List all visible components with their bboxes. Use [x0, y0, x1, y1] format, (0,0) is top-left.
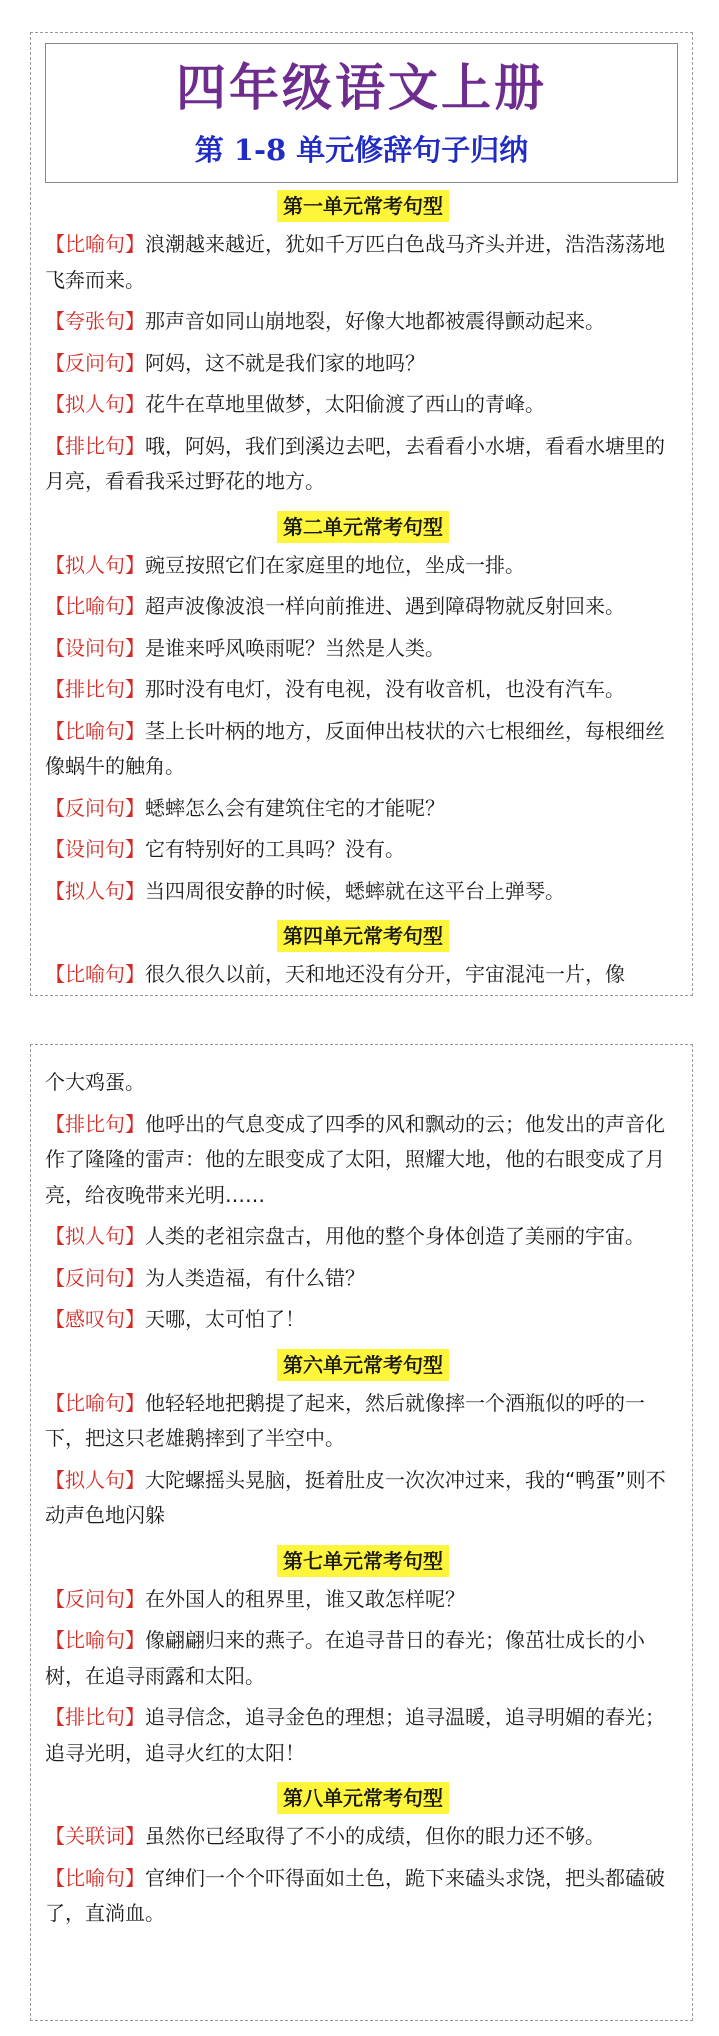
- sentence-item: [45, 1861, 681, 1932]
- sentence-item: [45, 1819, 681, 1855]
- section-heading-label: 第六单元常考句型: [277, 1349, 449, 1381]
- sentence-text: 哦，阿妈，我们到溪边去吧，去看看小水塘，看看水塘里的月亮，看看我采过野花的地方。: [45, 433, 665, 493]
- sentence-type-tag: 【排比句】: [45, 677, 145, 701]
- sentence-text: 很久很久以前，天和地还没有分开，宇宙混沌一片，像: [145, 962, 625, 986]
- sentence-text: 天哪，太可怕了！: [145, 1307, 305, 1331]
- sentence-text: 它有特别好的工具吗？没有。: [145, 837, 405, 861]
- sentence-text: 当四周很安静的时候，蟋蟀就在这平台上弹琴。: [145, 878, 565, 903]
- sentence-type-tag: 【拟人句】: [45, 1467, 145, 1492]
- sentence-type-tag: 【比喻句】: [45, 594, 145, 618]
- section-heading-label: 第四单元常考句型: [277, 920, 449, 952]
- sentence-type-tag: 【反问句】: [45, 1265, 145, 1290]
- sentence-type-tag: 【反问句】: [45, 795, 145, 820]
- sentence-item: [45, 1107, 681, 1214]
- sentence-item: [45, 304, 681, 340]
- sentence-text: 阿妈，这不就是我们家的地吗？: [145, 350, 425, 375]
- sentence-item: [45, 1386, 681, 1457]
- sentence-item: [45, 832, 681, 868]
- section-heading: [45, 506, 681, 548]
- sentence-type-tag: 【拟人句】: [45, 552, 145, 577]
- sentence-item: [45, 957, 681, 993]
- page-title: 四年级语文上册: [176, 59, 547, 117]
- sentence-text: 大陀螺摇头晃脑，挺着肚皮一次次冲过来，我的“鸭蛋”则不动声色地闪躲: [45, 1467, 666, 1527]
- sentence-item: [45, 791, 681, 827]
- sentence-type-tag: 【拟人句】: [45, 392, 145, 416]
- sentence-text: 他呼出的气息变成了四季的风和飘动的云；他发出的声音化作了隆隆的雷声：他的左眼变成了太阳，照耀大地，他的右眼变成了月亮，给夜晚带来光明……: [45, 1111, 665, 1207]
- page1-content: [45, 185, 681, 999]
- sentence-type-tag: 【比喻句】: [45, 962, 145, 986]
- sentence-item: [45, 1700, 681, 1771]
- sentence-item: [45, 429, 681, 500]
- sentence-text: 那声音如同山崩地裂，好像大地都被震得颤动起来。: [145, 309, 605, 333]
- sentence-type-tag: 【反问句】: [45, 1586, 145, 1611]
- sentence-type-tag: 【感叹句】: [45, 1307, 145, 1331]
- sentence-item: [45, 346, 681, 382]
- section-heading: [45, 1540, 681, 1582]
- sentence-text: 蟋蟀怎么会有建筑住宅的才能呢？: [145, 795, 445, 820]
- sentence-type-tag: 【关联词】: [45, 1824, 145, 1848]
- sentence-text: 追寻信念，追寻金色的理想；追寻温暖，追寻明媚的春光；追寻光明，追寻火红的太阳！: [45, 1705, 665, 1765]
- section-heading-label: 第八单元常考句型: [277, 1782, 449, 1814]
- sentence-item: [45, 1582, 681, 1618]
- sentence-item: [45, 1302, 681, 1338]
- section-heading: [45, 1777, 681, 1819]
- sentence-type-tag: 【排比句】: [45, 1111, 145, 1136]
- sentence-type-tag: 【排比句】: [45, 433, 145, 458]
- sentence-item: [45, 548, 681, 584]
- sentence-item: [45, 589, 681, 625]
- sentence-text: 是谁来呼风唤雨呢？当然是人类。: [145, 635, 445, 660]
- sentence-item: [45, 1463, 681, 1534]
- sentence-item: [45, 1219, 681, 1255]
- sentence-type-tag: 【比喻句】: [45, 1390, 145, 1415]
- sentence-text: 为人类造福，有什么错？: [145, 1265, 365, 1290]
- sentence-type-tag: 【夸张句】: [45, 309, 145, 333]
- continuation-text: 个大鸡蛋。: [45, 1070, 145, 1094]
- sentence-type-tag: 【反问句】: [45, 350, 145, 375]
- sentence-item: [45, 714, 681, 785]
- sentence-text: 官绅们一个个吓得面如土色，跪下来磕头求饶，把头都磕破了，直淌血。: [45, 1865, 665, 1925]
- sentence-text: 那时没有电灯，没有电视，没有收音机，也没有汽车。: [145, 677, 625, 701]
- section-heading-label: 第一单元常考句型: [277, 190, 449, 222]
- sentence-text: 虽然你已经取得了不小的成绩，但你的眼力还不够。: [145, 1824, 605, 1848]
- page-card-2: [30, 1044, 693, 2021]
- sentence-item: [45, 1623, 681, 1694]
- sentence-item: [45, 672, 681, 708]
- sentence-item: [45, 387, 681, 423]
- sentence-item: [45, 227, 681, 298]
- sentence-text: 人类的老祖宗盘古，用他的整个身体创造了美丽的宇宙。: [145, 1224, 645, 1248]
- section-heading: [45, 915, 681, 957]
- section-heading: [45, 1344, 681, 1386]
- section-heading-label: 第七单元常考句型: [277, 1545, 449, 1577]
- page-card-1: [30, 32, 693, 996]
- sentence-text: 茎上长叶柄的地方，反面伸出枝状的六七根细丝，每根细丝像蜗牛的触角。: [45, 718, 665, 778]
- sentence-text: 花牛在草地里做梦，太阳偷渡了西山的青峰。: [145, 392, 545, 416]
- sentence-type-tag: 【比喻句】: [45, 232, 145, 256]
- sentence-text: 浪潮越来越近，犹如千万匹白色战马齐头并进，浩浩荡荡地飞奔而来。: [45, 232, 665, 292]
- sentence-type-tag: 【比喻句】: [45, 1865, 145, 1890]
- sentence-type-tag: 【设问句】: [45, 635, 145, 660]
- sentence-text: 像翩翩归来的燕子。在追寻昔日的春光；像茁壮成长的小树，在追寻雨露和太阳。: [45, 1628, 645, 1688]
- sentence-item: [45, 874, 681, 910]
- sentence-type-tag: 【比喻句】: [45, 718, 145, 743]
- sentence-type-tag: 【比喻句】: [45, 1628, 145, 1652]
- page-subtitle: 第 1-8 单元修辞句子归纳: [194, 133, 529, 167]
- sentence-type-tag: 【设问句】: [45, 837, 145, 861]
- sentence-type-tag: 【拟人句】: [45, 1224, 145, 1248]
- section-heading: [45, 185, 681, 227]
- sentence-type-tag: 【排比句】: [45, 1705, 145, 1729]
- sentence-text: 超声波像波浪一样向前推进、遇到障碍物就反射回来。: [145, 594, 625, 618]
- sentence-item: [45, 631, 681, 667]
- sentence-text: 豌豆按照它们在家庭里的地位，坐成一排。: [145, 552, 525, 577]
- section-heading-label: 第二单元常考句型: [277, 511, 449, 543]
- sentence-text: 他轻轻地把鹅提了起来，然后就像摔一个酒瓶似的呼的一下，把这只老雄鹅摔到了半空中。: [45, 1390, 645, 1450]
- sentence-text: 在外国人的租界里，谁又敢怎样呢？: [145, 1586, 465, 1611]
- sentence-type-tag: 【拟人句】: [45, 878, 145, 903]
- title-box: [45, 43, 678, 183]
- page2-content: [45, 1065, 681, 1938]
- sentence-item: [45, 1261, 681, 1297]
